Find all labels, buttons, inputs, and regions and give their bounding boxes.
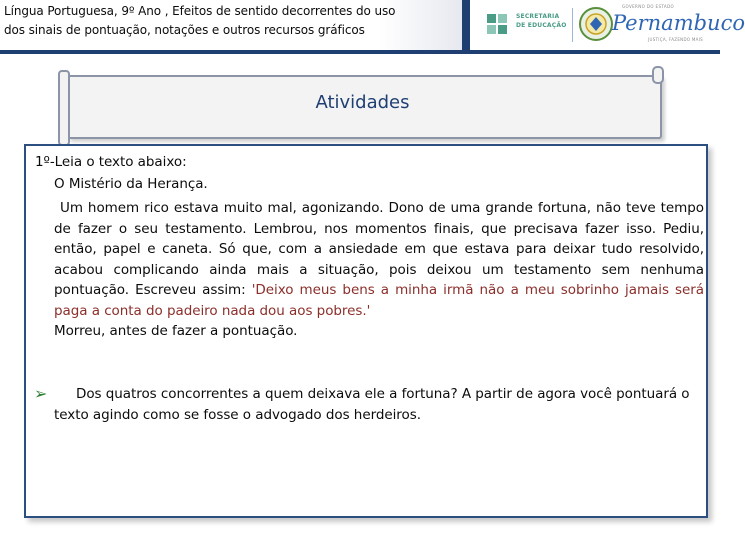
scroll-roll-right (652, 66, 664, 84)
secretaria-logo-icon (484, 10, 512, 38)
motto-label: JUSTIÇA, FAZENDO MAIS (648, 37, 703, 42)
governo-label: GOVERNO DO ESTADO (622, 4, 675, 9)
pernambuco-wordmark: Pernambuco (612, 11, 745, 35)
logo-divider (572, 8, 573, 42)
slide-title-line2: dos sinais de pontuação, notações e outros recursos gráficos (4, 23, 365, 37)
story-paragraph (54, 198, 704, 342)
header-bar (0, 0, 745, 54)
logo-area (470, 0, 745, 50)
question-2-text: Dos quatros concorrentes a quem deixava ele a fortuna? A partir de agora você pontuará o texto agindo como se fosse o advogado dos herdeiros. (54, 386, 690, 423)
arrow-bullet-icon: ➢ (34, 384, 48, 403)
secretaria-line1: SECRETARIA (516, 13, 560, 20)
testament-quote: 'Deixo meus bens a minha irmã não a meu sobrinho jamais será paga a conta do padeiro nada dou aos pobres.' (54, 282, 704, 319)
question-1: 1º-Leia o texto abaixo: (35, 154, 187, 170)
activity-content-box (24, 144, 708, 518)
secretaria-label (516, 12, 567, 30)
question-2 (54, 384, 694, 425)
story-text: Um homem rico estava muito mal, agonizando. Dono de uma grande fortuna, não teve tempo de fazer o seu testamento. Lembrou, nos momentos finais, que precisava fazer isso. Pediu, então, papel e caneta. Só que, com a ansiedade em que estava para deixar tudo resolvido, acabou complicando ainda mais a situação, pois deixou um testamento sem nenhuma pontuação. Escreveu assim: (54, 200, 704, 298)
story-end: Morreu, antes de fazer a pontuação. (54, 323, 298, 339)
secretaria-line2: DE EDUCAÇÃO (516, 22, 567, 29)
slide-title (0, 0, 462, 50)
story-title: O Mistério da Herança. (54, 176, 208, 192)
activities-banner (58, 66, 664, 144)
slide-title-line1: Língua Portuguesa, 9º Ano , Efeitos de sentido decorrentes do uso (4, 4, 396, 18)
pernambuco-seal-icon (578, 6, 614, 42)
banner-title: Atividades (315, 92, 410, 113)
